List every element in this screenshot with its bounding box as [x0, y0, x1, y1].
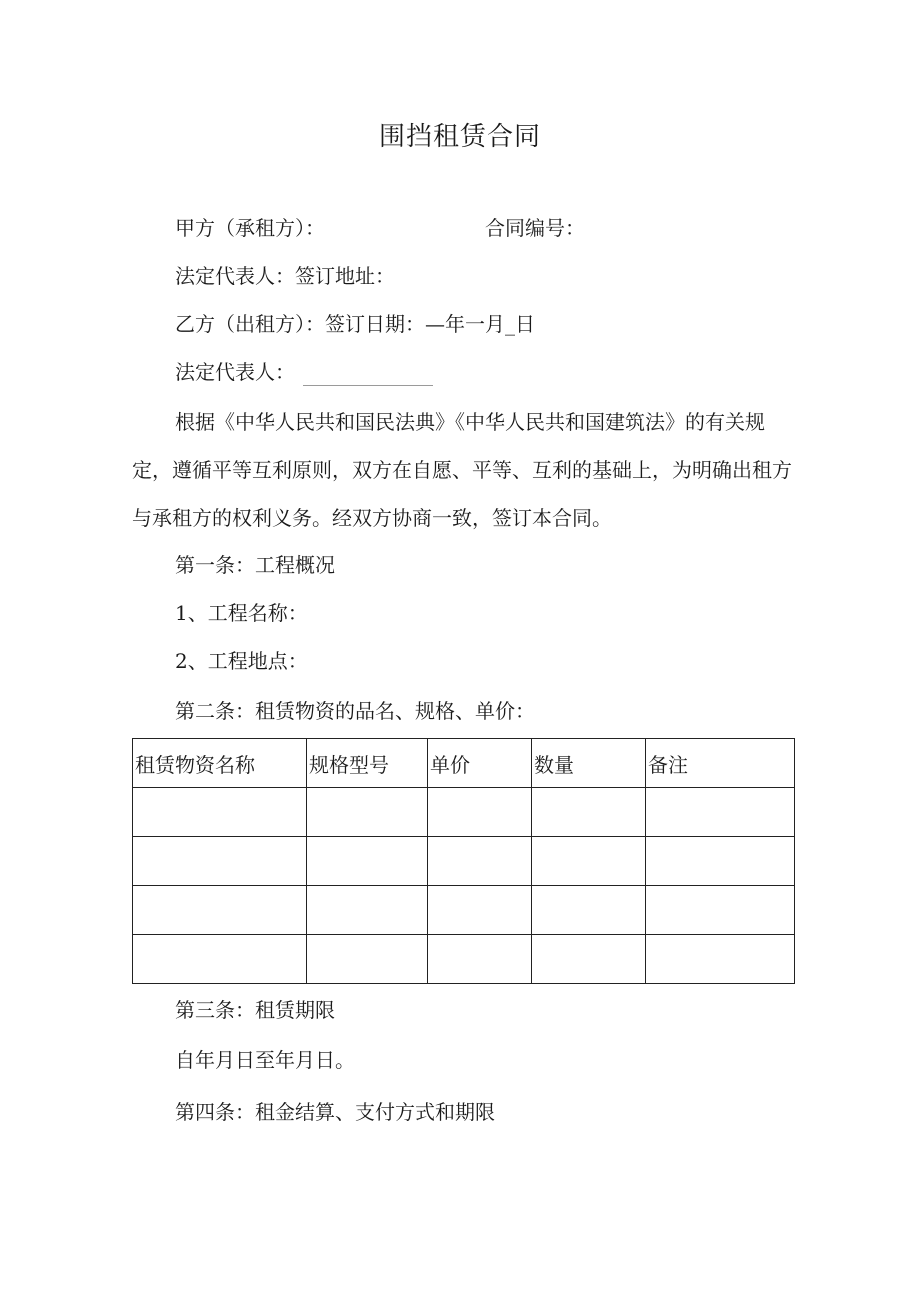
- table-row: [133, 886, 795, 935]
- table-cell: [307, 935, 428, 984]
- article-1-item-1: 1、工程名称：: [175, 601, 308, 625]
- table-row: [133, 935, 795, 984]
- contract-number-field: 合同编号：: [485, 216, 585, 240]
- table-cell: [646, 837, 795, 886]
- preamble-paragraph: 根据《中华人民共和国民法典》《中华人民共和国建筑法》的有关规定，遵循平等互利原则，双方在自愿、平等、互利的基础上，为明确出租方与承租方的权利义务。经双方协商一致，签订本合同。: [132, 410, 792, 530]
- table-cell: [133, 935, 307, 984]
- table-header-cell: 单价: [428, 739, 532, 788]
- article-2-heading: 第二条：租赁物资的品名、规格、单价：: [175, 699, 535, 723]
- legal-rep-b-blank: [303, 363, 433, 386]
- table-header-cell: 备注: [646, 739, 795, 788]
- table-cell: [428, 837, 532, 886]
- party-a-field: 甲方（承租方）：: [175, 216, 325, 240]
- article-1-heading: 第一条：工程概况: [175, 553, 335, 577]
- article-1-item-2: 2、工程地点：: [175, 649, 308, 673]
- table-row: [133, 788, 795, 837]
- table-cell: [532, 788, 646, 837]
- table-cell: [532, 935, 646, 984]
- table-cell: [133, 837, 307, 886]
- table-cell: [646, 886, 795, 935]
- table-cell: [133, 886, 307, 935]
- table-cell: [307, 837, 428, 886]
- table-cell: [307, 788, 428, 837]
- table-header-cell: 数量: [532, 739, 646, 788]
- rental-materials-table: [132, 738, 795, 984]
- table-cell: [307, 886, 428, 935]
- table-header-cell: 租赁物资名称: [133, 739, 307, 788]
- table-cell: [428, 935, 532, 984]
- party-b-field: 乙方（出租方）：签订日期：—年一月_日: [175, 312, 535, 336]
- article-3-heading: 第三条：租赁期限: [175, 998, 335, 1022]
- table-cell: [532, 837, 646, 886]
- table-cell: [646, 788, 795, 837]
- table-cell: [532, 886, 646, 935]
- document-title: 围挡租赁合同: [378, 122, 541, 152]
- table-header-row: [133, 739, 795, 788]
- legal-rep-a-field: 法定代表人：签订地址：: [175, 264, 395, 288]
- table-row: [133, 837, 795, 886]
- table-cell: [646, 935, 795, 984]
- table-cell: [428, 788, 532, 837]
- article-4-heading: 第四条：租金结算、支付方式和期限: [175, 1100, 495, 1124]
- table-cell: [133, 788, 307, 837]
- legal-rep-b-row: [175, 358, 433, 386]
- legal-rep-b-label: 法定代表人：: [175, 360, 295, 384]
- article-3-text: 自年月日至年月日。: [175, 1048, 355, 1072]
- table-cell: [428, 886, 532, 935]
- table-header-cell: 规格型号: [307, 739, 428, 788]
